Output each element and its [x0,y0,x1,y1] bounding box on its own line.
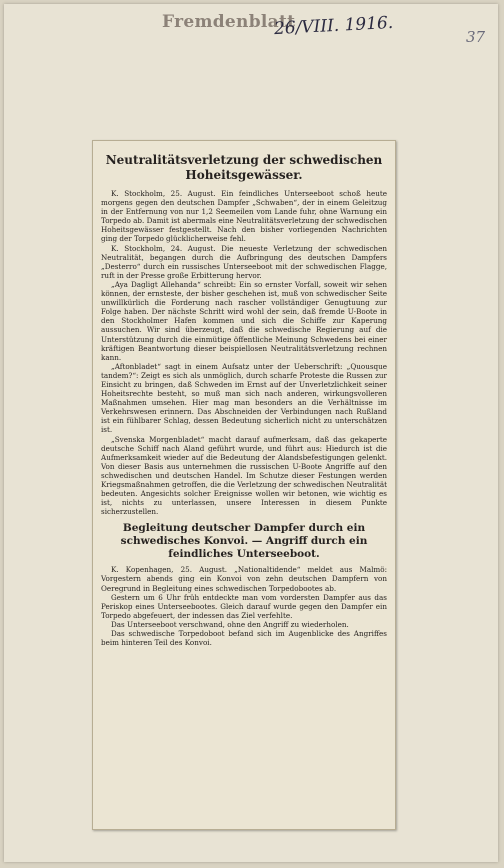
article-subheadline: Begleitung deutscher Dampfer durch ein schwedisches Konvoi. — Angriff durch ein feindliches Unterseeboot. [120,522,368,561]
paragraph: „Aya Dagligt Allehanda“ schreibt: Ein so ernster Vorfall, soweit wir sehen können, der ernsteste, der bisher geschehen ist, muß von schwedischer Seite unwillkürlich die Forderung nach rascher vollständiger Genugtuung zur Folge haben. Der nächste Schritt wird wohl der sein, daß fremde U-Boote in den Stockholmer Hafen kommen und sich die Schiffe zur Kaperung aussuchen. Wir sind überzeugt, daß die schwedische Regierung auf die Unterstützung durch die einmütige öffentliche Meinung Schwedens bei einer kräftigen Beantwortung dieser beispiellosen Neutralitätsverletzung rechnen kann. [101,279,387,362]
paragraph: Gestern um 6 Uhr früh entdeckte man vom vordersten Dampfer aus das Periskop eines Unterseebootes. Gleich darauf wurde gegen den Dampfer ein Torpedo abgefeuert, der indessen das Ziel verfehlte. [101,592,387,620]
paragraph: „Aftonbladet“ sagt in einem Aufsatz unter der Ueberschrift: „Quousque tandem?“: Zeigt es sich als unmöglich, durch scharfe Proteste die Russen zur Einsicht zu bringen, daß Schweden im Ernst auf der Unverletzlichkeit seiner Hoheitsrechte besteht, so muß man sich nach anderen, wirkungsvolleren Maßnahmen umsehen. Hier mag man besonders an die Verhältnisse im Verkehrswesen erinnern. Das Abschneiden der Verbindungen nach Rußland ist ein fühlbarer Schlag, dessen Bedeutung sicherlich nicht zu unterschätzen ist. [101,361,387,435]
paragraph: Das schwedische Torpedoboot befand sich im Augenblicke des Angriffes beim hinteren Teil des Konvoi. [101,629,387,648]
paragraph: „Svenska Morgenbladet“ macht darauf aufmerksam, daß das gekaperte deutsche Schiff nach Aland geführt wurde, und führt aus: Hiedurch ist die Aufmerksamkeit wieder auf die Bedeutung der Alandsbefestigungen gelenkt. Von dieser Basis aus unternehmen die russischen U-Boote Angriffe auf den schwedischen und deutschen Handel. Im Schutze dieser Festungen werden Kriegsmaßnahmen getroffen, die die Verletzung der schwedischen Neutralität bedeuten. Angesichts solcher Ereignisse wollen wir betonen, wie wichtig es ist, nichts zu unterlassen, unsere Interessen in diesem Punkte sicherzustellen. [101,434,387,517]
paragraph: Das Unterseeboot verschwand, ohne den Angriff zu wiederholen. [111,619,349,629]
handwritten-date: 26/VIII. 1916. [273,12,394,40]
paragraph: K. Kopenhagen, 25. August. „Nationaltidende“ meldet aus Malmö: Vorgestern abends ging ein Konvoi von zehn deutschen Dampfern von Oeregrund in Begleitung eines schwedischen Torpedobootes ab. [101,565,387,593]
paragraph: K. Stockholm, 24. August. Die neueste Verletzung der schwedischen Neutralität, begangen durch die Aufbringung des deutschen Dampfers „Desterro“ durch ein russisches Unterseeboot mit der schwedischen Flagge, ruft in der Presse große Erbitterung hervor. [101,243,387,280]
folio-number: 37 [466,28,486,46]
archive-sheet [4,4,498,862]
newspaper-stamp: Fremdenblatt [162,12,296,32]
paragraph: K. Stockholm, 25. August. Ein feindliches Unterseeboot schoß heute morgens gegen den deutschen Dampfer „Schwaben“, der in einem Geleitzug in der Entfernung von nur 1,2 Seemeilen vom Lande fuhr, ohne Warnung ein Torpedo ab. Damit ist abermals eine Neutralitätsverletzung der schwedischen Hoheitsgewässer festgestellt. Nach den bisher vorliegenden Nachrichten ging der Torpedo glücklicherweise fehl. [101,189,387,244]
newspaper-clipping [92,140,396,830]
article-headline: Neutralitätsverletzung der schwedischen Hoheitsgewässer. [105,153,383,182]
